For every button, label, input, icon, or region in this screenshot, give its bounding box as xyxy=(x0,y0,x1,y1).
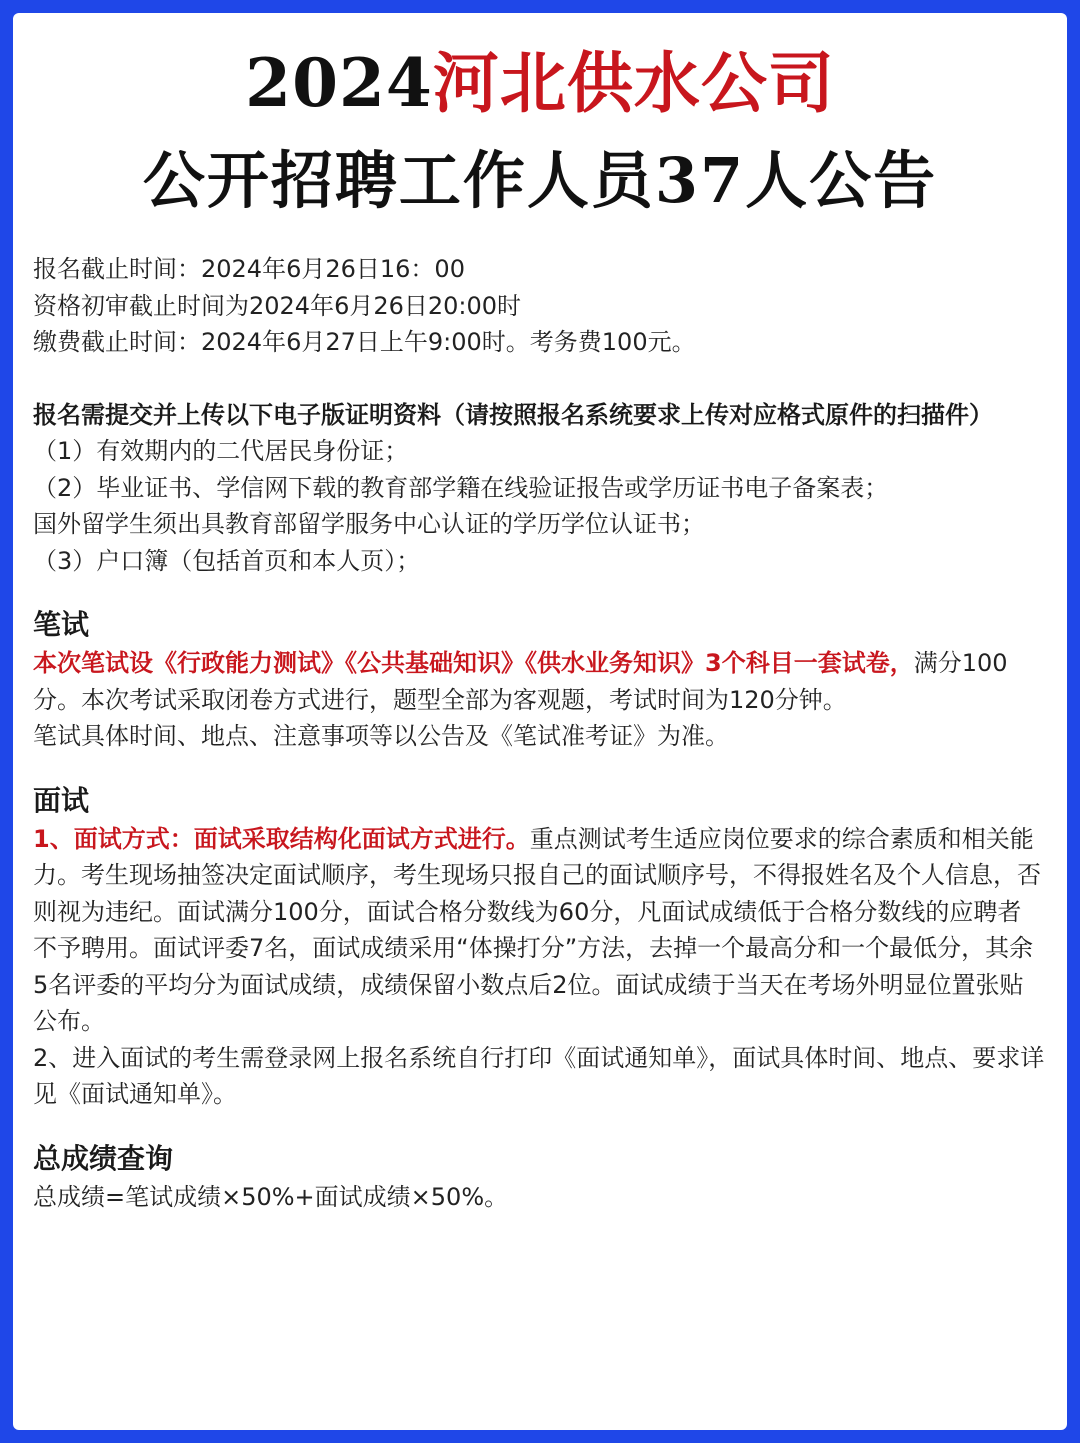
title-year: 2024 xyxy=(245,44,433,122)
title-company: 河北供水公司 xyxy=(432,44,835,122)
materials-item: 国外留学生须出具教育部留学服务中心认证的学历学位认证书； xyxy=(33,510,705,538)
written-exam-description xyxy=(33,645,1045,718)
written-exam-note: 笔试具体时间、地点、注意事项等以公告及《笔试准考证》为准。 xyxy=(33,722,729,750)
interview-notice: 2、进入面试的考生需登录网上报名系统自行打印《面试通知单》，面试具体时间、地点、要求详见《面试通知单》。 xyxy=(33,1043,1045,1108)
total-score-heading: 总成绩查询 xyxy=(33,1141,174,1175)
materials-item: （3）户口簿（包括首页和本人页）； xyxy=(33,546,421,575)
written-exam-highlight: 本次笔试设《行政能力测试》《公共基础知识》《供水业务知识》3个科目一套试卷， xyxy=(33,649,914,677)
written-exam-heading: 笔试 xyxy=(33,608,90,641)
registration-deadline: 报名截止时间：2024年6月26日16：00 xyxy=(33,255,465,283)
interview-heading: 面试 xyxy=(33,783,90,817)
review-deadline: 资格初审截止时间为2024年6月26日20:00时 xyxy=(33,291,522,320)
total-score-formula: 总成绩=笔试成绩×50%+面试成绩×50%。 xyxy=(33,1182,509,1211)
written-exam-details: 满分100分。本次考试采取闭卷方式进行，题型全部为客观题，考试时间为120分钟。 xyxy=(33,649,1008,714)
interview-details: 重点测试考生适应岗位要求的综合素质和相关能力。考生现场抽签决定面试顺序，考生现场只报自己的面试顺序号，不得报姓名及个人信息，否则视为违纪。面试满分100分，面试合格分数线为60分，凡面试成绩低于合格分数线的应聘者不予聘用。面试评委7名，面试成绩采用“体操打分”方法，去掉一个最高分和一个最低分，其余5名评委的平均分为面试成绩，成绩保留小数点后2位。面试成绩于当天在考场外明显位置张贴公布。 xyxy=(33,824,1041,1035)
materials-item: （2）毕业证书、学信网下载的教育部学籍在线验证报告或学历证书电子备案表； xyxy=(33,473,889,502)
interview-highlight: 1、面试方式：面试采取结构化面试方式进行。 xyxy=(33,824,530,853)
payment-deadline: 缴费截止时间：2024年6月27日上午9:00时。考务费100元。 xyxy=(33,328,696,356)
materials-intro: 报名需提交并上传以下电子版证明资料（请按照报名系统要求上传对应格式原件的扫描件） xyxy=(33,400,993,429)
interview-description xyxy=(33,821,1045,1040)
page-title xyxy=(13,43,1067,123)
announcement-card xyxy=(13,13,1067,1430)
announcement-body xyxy=(33,251,1045,1215)
page-subtitle: 公开招聘工作人员37人公告 xyxy=(142,144,938,217)
materials-item: （1）有效期内的二代居民身份证； xyxy=(33,437,409,465)
